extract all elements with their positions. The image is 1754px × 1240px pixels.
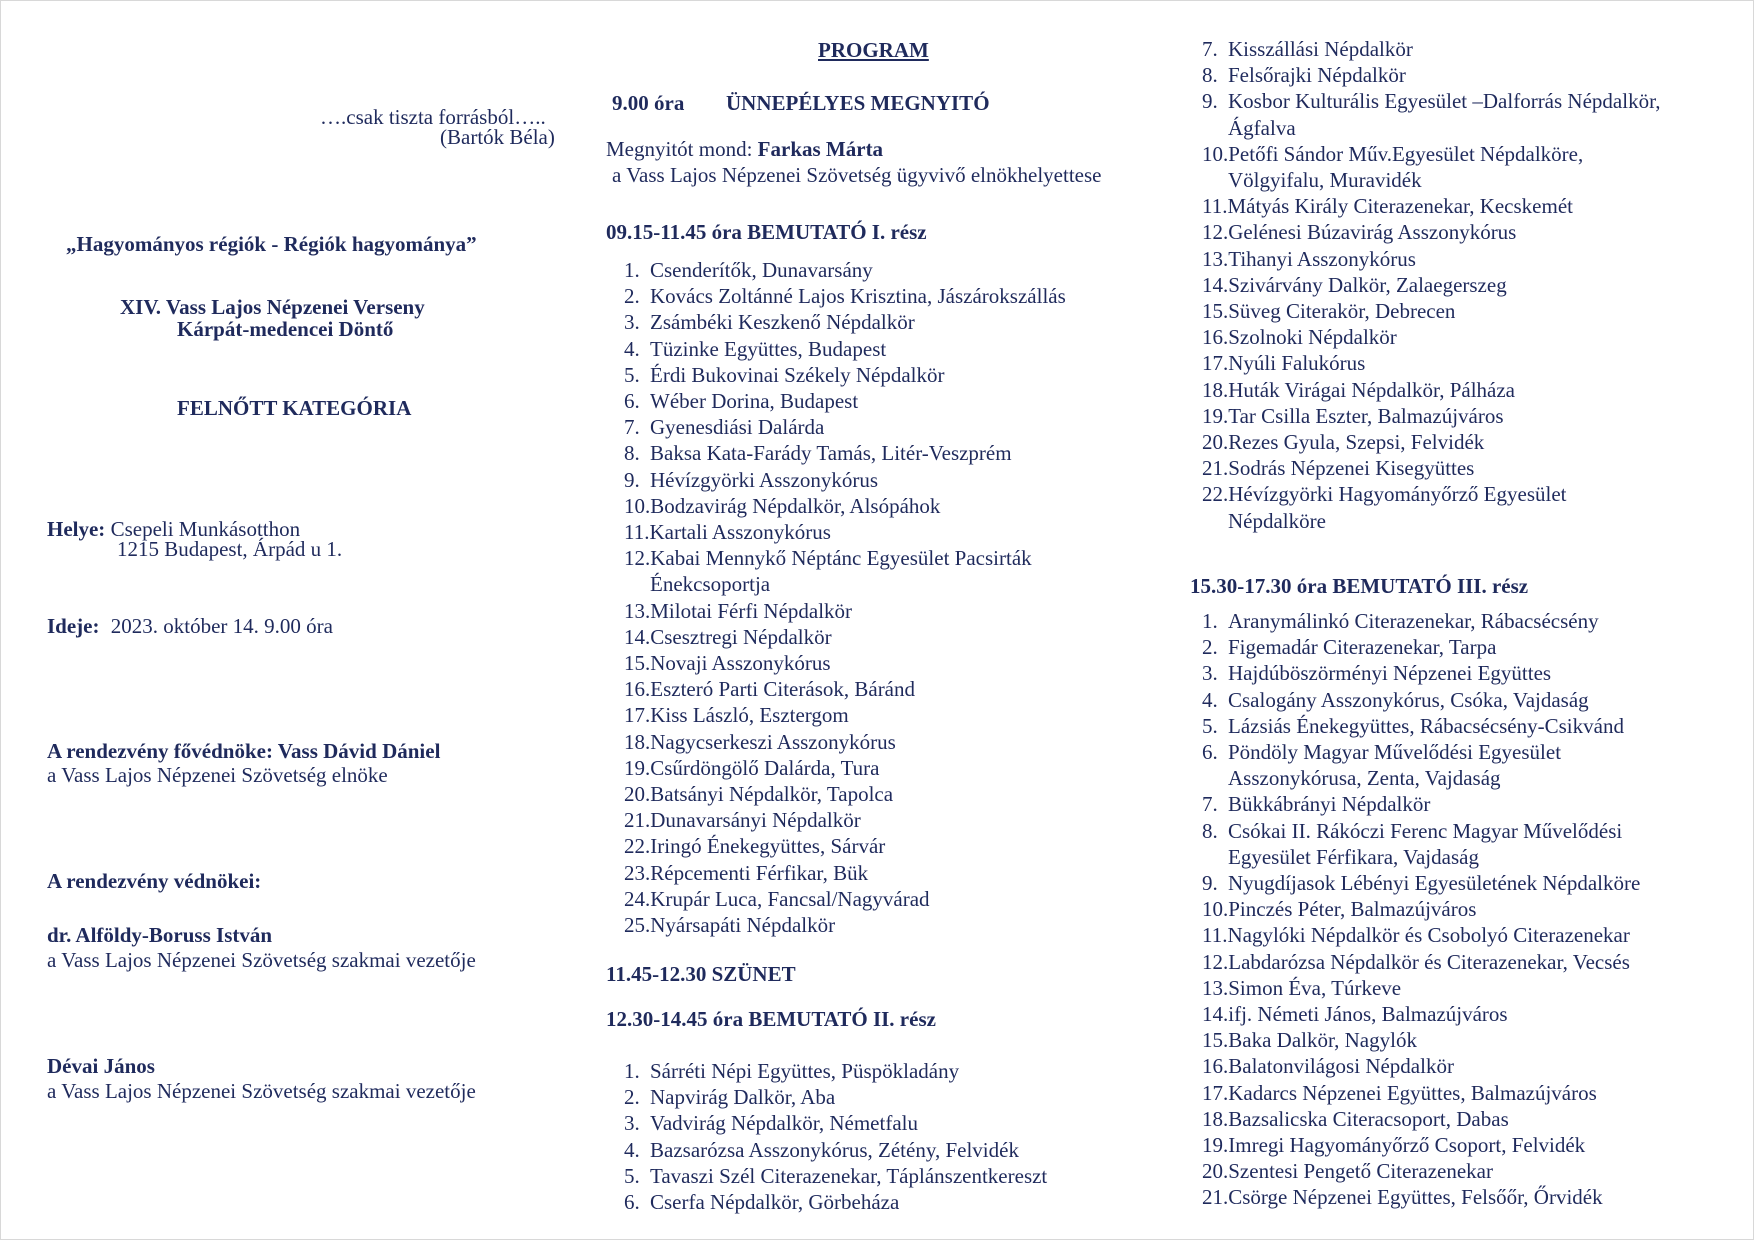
list-item-number: 22. [1202,482,1229,507]
list-item-number: 24. [624,886,651,911]
list-item-text: Petőfi Sándor Műv.Egyesület Népdalköre, [1228,141,1584,166]
list-item [624,886,1066,912]
list-item [1202,324,1660,350]
list-item [624,833,1066,859]
list-item [1202,246,1660,272]
list-item-text: Novaji Asszonykórus [650,651,831,676]
list-item-number: 9. [1202,871,1218,896]
patron-role: a Vass Lajos Népzenei Szövetség elnöke [47,763,388,787]
list-item [1202,687,1640,713]
list-item-text: Csörge Népzenei Együttes, Felsőőr, Őrvidék [1228,1185,1603,1210]
list-item [1202,429,1660,455]
list-item-text: Bazsarózsa Asszonykórus, Zétény, Felvidék [650,1137,1019,1162]
list-item-text: Milotai Férfi Népdalkör [650,598,853,623]
list-item-text: Imregi Hagyományőrző Csoport, Felvidék [1228,1133,1586,1158]
list-item-number: 19. [1202,1133,1229,1158]
list-item-number: 11. [1202,923,1228,948]
list-item-number: 20. [1202,430,1229,455]
program-heading: PROGRAM [818,38,929,62]
list-item-text: Érdi Bukovinai Székely Népdalkör [650,362,945,387]
list-item-number: 18. [1202,377,1229,402]
list-item [624,545,1066,597]
list-item-text: Csókai II. Rákóczi Ferenc Magyar Művelődési [1228,818,1623,843]
list-item-number: 20. [624,782,651,807]
list-item-number: 3. [624,1111,640,1136]
list-item [624,1163,1047,1189]
list-item-number: 1. [624,1059,640,1083]
opening-speaker-name: Farkas Márta [757,137,884,161]
list-item [1202,62,1660,88]
list-item [1202,36,1660,62]
list-item-continuation: Asszonykórusa, Zenta, Vajdaság [1228,766,1501,791]
event-title-line1: XIV. Vass Lajos Népzenei Verseny [120,295,425,319]
list-item-number: 8. [1202,63,1218,88]
list-item-number: 11. [1202,194,1228,219]
patron-heading: A rendezvény fővédnöke: Vass Dávid Dániel [47,739,441,763]
list-item-text: Tihanyi Asszonykórus [1228,246,1416,271]
list-item [1202,377,1660,403]
motto-line1: ….csak tiszta forrásból….. [320,105,546,129]
list-item [1202,1001,1640,1027]
list-item-number: 17. [1202,1080,1229,1105]
list-item-text: Szentesi Pengető Citerazenekar [1228,1159,1493,1184]
list-item [624,467,1066,493]
list-item-number: 8. [624,441,640,466]
list-item [1202,219,1660,245]
part3-list [1202,608,1640,1211]
list-item-continuation: Völgyifalu, Muravidék [1228,168,1422,193]
list-item [1202,870,1640,896]
list-item-number: 12. [624,546,651,571]
list-item-text: Dunavarsányi Népdalkör [650,808,861,833]
list-item-text: Tüzinke Együttes, Budapest [650,336,887,361]
list-item-continuation: Énekcsoportja [650,572,771,597]
list-item-continuation: Ágfalva [1228,115,1296,140]
list-item-number: 23. [624,860,651,885]
list-item-number: 18. [1202,1106,1229,1131]
list-item-text: Gelénesi Búzavirág Asszonykórus [1228,220,1517,245]
list-item [1202,272,1660,298]
list-item [1202,660,1640,686]
list-item-text: Labdarózsa Népdalkör és Citerazenekar, Vecsés [1228,949,1630,974]
list-item [1202,713,1640,739]
list-item [1202,455,1660,481]
list-item-number: 16. [1202,325,1229,350]
patron3-role: a Vass Lajos Népzenei Szövetség szakmai vezetője [47,1079,476,1103]
category-title: FELNŐTT KATEGÓRIA [177,396,412,420]
list-item [1202,896,1640,922]
list-item-number: 4. [624,1137,640,1162]
list-item-number: 4. [1202,687,1218,712]
part2-list-continued [1202,36,1660,534]
list-item-text: Tavaszi Szél Citerazenekar, Táplánszentkereszt [650,1163,1048,1188]
list-item-number: 10. [1202,141,1229,166]
list-item [624,1058,1047,1084]
list-item [1202,791,1640,817]
opening-speaker-label: Megnyitót mond: [606,137,758,161]
list-item [624,362,1066,388]
list-item-number: 13. [1202,975,1229,1000]
list-item-text: Napvirág Dalkör, Aba [650,1085,836,1110]
list-item-text: Vadvirág Népdalkör, Németfalu [650,1111,918,1136]
list-item [624,781,1066,807]
list-item-number: 11. [624,520,650,545]
patron2-name: dr. Alföldy-Boruss István [47,923,273,947]
list-item-text: Lázsiás Énekegyüttes, Rábacsécsény-Csikvánd [1228,713,1624,738]
list-item-number: 14. [1202,272,1229,297]
date-label: Ideje: [47,614,100,638]
date-value: 2023. október 14. 9.00 óra [110,614,333,638]
list-item [624,624,1066,650]
list-item-text: Hévízgyörki Asszonykórus [650,467,879,492]
list-item-text: Figemadár Citerazenekar, Tarpa [1228,635,1497,660]
list-item-text: Nyársapáti Népdalkör [650,913,836,938]
opening-speaker-role: a Vass Lajos Népzenei Szövetség ügyvivő elnökhelyettese [612,163,1102,187]
patron2-role: a Vass Lajos Népzenei Szövetség szakmai vezetője [47,948,476,972]
list-item-text: Kisszállási Népdalkör [1228,37,1413,61]
list-item-text: Pöndöly Magyar Művelődési Egyesület [1228,740,1562,765]
list-item-number: 7. [1202,37,1218,61]
part2-heading: 12.30-14.45 óra BEMUTATÓ II. rész [606,1007,936,1031]
list-item-number: 21. [1202,1185,1229,1210]
list-item [1202,1080,1640,1106]
list-item-text: Kabai Mennykő Néptánc Egyesület Pacsirták [650,546,1032,571]
list-item-number: 6. [624,389,640,414]
part2-list-first [624,1058,1047,1215]
list-item-number: 21. [1202,456,1229,481]
list-item [624,676,1066,702]
list-item [624,283,1066,309]
list-item [1202,193,1660,219]
list-item [1202,481,1660,533]
date [47,613,333,639]
list-item-text: Gyenesdiási Dalárda [650,415,825,440]
list-item-number: 10. [624,493,651,518]
list-item-number: 4. [624,336,640,361]
list-item-text: Nagycserkeszi Asszonykórus [650,729,896,754]
list-item [1202,949,1640,975]
slogan: „Hagyományos régiók - Régiók hagyománya” [66,232,477,256]
list-item-number: 1. [1202,609,1218,633]
list-item [1202,922,1640,948]
list-item [1202,1106,1640,1132]
list-item [1202,298,1660,324]
list-item-number: 18. [624,729,651,754]
list-item-number: 19. [1202,403,1229,428]
list-item-text: Sodrás Népzenei Kisegyüttes [1228,456,1475,481]
list-item-number: 25. [624,913,651,938]
list-item-text: Szivárvány Dalkör, Zalaegerszeg [1228,272,1507,297]
list-item-text: Hajdúböszörményi Népzenei Együttes [1228,661,1552,686]
venue-line2: 1215 Budapest, Árpád u 1. [117,537,343,561]
list-item [1202,818,1640,870]
list-item-text: Balatonvilágosi Népdalkör [1228,1054,1454,1079]
list-item-text: Szolnoki Népdalkör [1228,325,1397,350]
list-item-number: 8. [1202,818,1218,843]
list-item-text: Hévízgyörki Hagyományőrző Egyesület [1228,482,1567,507]
list-item-text: Baka Dalkör, Nagylók [1228,1028,1417,1053]
list-item-text: Mátyás Király Citerazenekar, Kecskemét [1227,194,1573,219]
list-item-number: 12. [1202,949,1229,974]
list-item-number: 17. [1202,351,1229,376]
list-item [624,309,1066,335]
list-item [624,414,1066,440]
list-item-number: 2. [624,1085,640,1110]
list-item-number: 13. [1202,246,1229,271]
patron3-name: Dévai János [47,1054,155,1078]
list-item [1202,350,1660,376]
list-item-text: Bazsalicska Citeracsoport, Dabas [1228,1106,1509,1131]
list-item-number: 15. [624,651,651,676]
venue-label: Helye: [47,517,106,541]
list-item-number: 16. [624,677,651,702]
list-item-text: Nyugdíjasok Lébényi Egyesületének Népdalköre [1228,871,1641,896]
list-item-text: Csalogány Asszonykórus, Csóka, Vajdaság [1228,687,1589,712]
list-item [624,860,1066,886]
list-item-number: 2. [1202,635,1218,660]
list-item-continuation: Egyesület Férfikara, Vajdaság [1228,844,1479,869]
list-item-number: 1. [624,258,640,282]
motto-line2: (Bartók Béla) [440,125,555,149]
list-item-text: Eszteró Parti Citerások, Báránd [650,677,916,702]
opening-speaker [606,136,883,162]
list-item-text: Aranymálinkó Citerazenekar, Rábacsécsény [1228,609,1599,633]
list-item-number: 15. [1202,1028,1229,1053]
list-item-number: 9. [1202,89,1218,114]
list-item-text: Csenderítők, Dunavarsány [650,258,873,282]
list-item-continuation: Népdalköre [1228,508,1326,533]
list-item-number: 3. [624,310,640,335]
list-item [624,755,1066,781]
list-item-number: 5. [624,362,640,387]
list-item-text: Simon Éva, Túrkeve [1228,975,1402,1000]
part1-heading: 09.15-11.45 óra BEMUTATÓ I. rész [606,220,927,244]
list-item [624,650,1066,676]
list-item-text: Süveg Citerakör, Debrecen [1228,299,1456,324]
list-item [624,729,1066,755]
list-item-text: Cserfa Népdalkör, Görbeháza [650,1190,900,1215]
part1-list [624,257,1066,938]
list-item-number: 13. [624,598,651,623]
list-item [1202,1158,1640,1184]
list-item-number: 15. [1202,299,1229,324]
list-item-text: ifj. Németi János, Balmazújváros [1228,1002,1508,1027]
list-item [624,807,1066,833]
list-item [1202,975,1640,1001]
list-item-text: Krupár Luca, Fancsal/Nagyvárad [650,886,930,911]
list-item-number: 5. [1202,713,1218,738]
list-item-text: Pinczés Péter, Balmazújváros [1228,897,1477,922]
list-item-text: Nyúli Falukórus [1228,351,1366,376]
list-item-text: Bodzavirág Népdalkör, Alsópáhok [650,493,941,518]
list-item [1202,88,1660,140]
list-item-text: Huták Virágai Népdalkör, Pálháza [1228,377,1515,402]
list-item-text: Bükkábrányi Népdalkör [1228,792,1431,817]
list-item [624,257,1066,283]
list-item-text: Rezes Gyula, Szepsi, Felvidék [1228,430,1485,455]
opening-title: ÜNNEPÉLYES MEGNYITÓ [726,91,990,115]
list-item [1202,1027,1640,1053]
list-item [624,440,1066,466]
list-item-text: Sárréti Népi Együttes, Püspökladány [650,1059,960,1083]
list-item-number: 7. [1202,792,1218,817]
list-item-text: Wéber Dorina, Budapest [650,389,859,414]
list-item-text: Répcementi Férfikar, Bük [650,860,869,885]
list-item-text: Zsámbéki Keszkenő Népdalkör [650,310,915,335]
list-item-number: 19. [624,755,651,780]
list-item-text: Kadarcs Népzenei Együttes, Balmazújváros [1228,1080,1597,1105]
list-item [624,1084,1047,1110]
list-item-text: Kovács Zoltánné Lajos Krisztina, Jászárokszállás [650,284,1066,309]
list-item [624,1110,1047,1136]
list-item-number: 7. [624,415,640,440]
list-item-text: Baksa Kata-Farády Tamás, Litér-Veszprém [650,441,1012,466]
list-item-number: 3. [1202,661,1218,686]
list-item-number: 12. [1202,220,1229,245]
list-item-text: Csűrdöngölő Dalárda, Tura [650,755,880,780]
list-item-text: Kosbor Kulturális Egyesület –Dalforrás Népdalkör, [1228,89,1661,114]
list-item [1202,1132,1640,1158]
list-item-number: 22. [624,834,651,859]
list-item-number: 16. [1202,1054,1229,1079]
list-item [624,912,1066,938]
list-item-text: Tar Csilla Eszter, Balmazújváros [1228,403,1504,428]
list-item-number: 2. [624,284,640,309]
list-item [624,702,1066,728]
list-item [1202,141,1660,193]
list-item [624,519,1066,545]
patrons-heading: A rendezvény védnökei: [47,869,262,893]
list-item-text: Felsőrajki Népdalkör [1228,63,1406,88]
list-item [1202,634,1640,660]
list-item-text: Kiss László, Esztergom [650,703,849,728]
list-item [624,493,1066,519]
list-item [624,388,1066,414]
list-item-number: 17. [624,703,651,728]
break-heading: 11.45-12.30 SZÜNET [606,962,796,986]
list-item-number: 9. [624,467,640,492]
event-title-line2: Kárpát-medencei Döntő [177,317,394,341]
part3-heading: 15.30-17.30 óra BEMUTATÓ III. rész [1190,574,1529,598]
list-item-number: 21. [624,808,651,833]
opening-time: 9.00 óra [612,91,685,115]
list-item [1202,1184,1640,1210]
list-item [624,1137,1047,1163]
list-item-number: 5. [624,1163,640,1188]
list-item [1202,403,1660,429]
list-item [1202,608,1640,634]
list-item-number: 6. [1202,740,1218,765]
list-item-text: Kartali Asszonykórus [649,520,831,545]
venue-line1: Csepeli Munkásotthon [110,517,301,541]
list-item-number: 14. [1202,1002,1229,1027]
list-item-number: 6. [624,1190,640,1215]
list-item-text: Batsányi Népdalkör, Tapolca [650,782,894,807]
list-item-text: Csesztregi Népdalkör [650,624,832,649]
list-item-text: Nagylóki Népdalkör és Csobolyó Citerazenekar [1227,923,1630,948]
list-item-number: 10. [1202,897,1229,922]
list-item [624,598,1066,624]
list-item [624,336,1066,362]
list-item-number: 14. [624,624,651,649]
list-item [1202,1053,1640,1079]
list-item [624,1189,1047,1215]
list-item [1202,739,1640,791]
list-item-number: 20. [1202,1159,1229,1184]
list-item-text: Iringó Énekegyüttes, Sárvár [650,834,886,859]
